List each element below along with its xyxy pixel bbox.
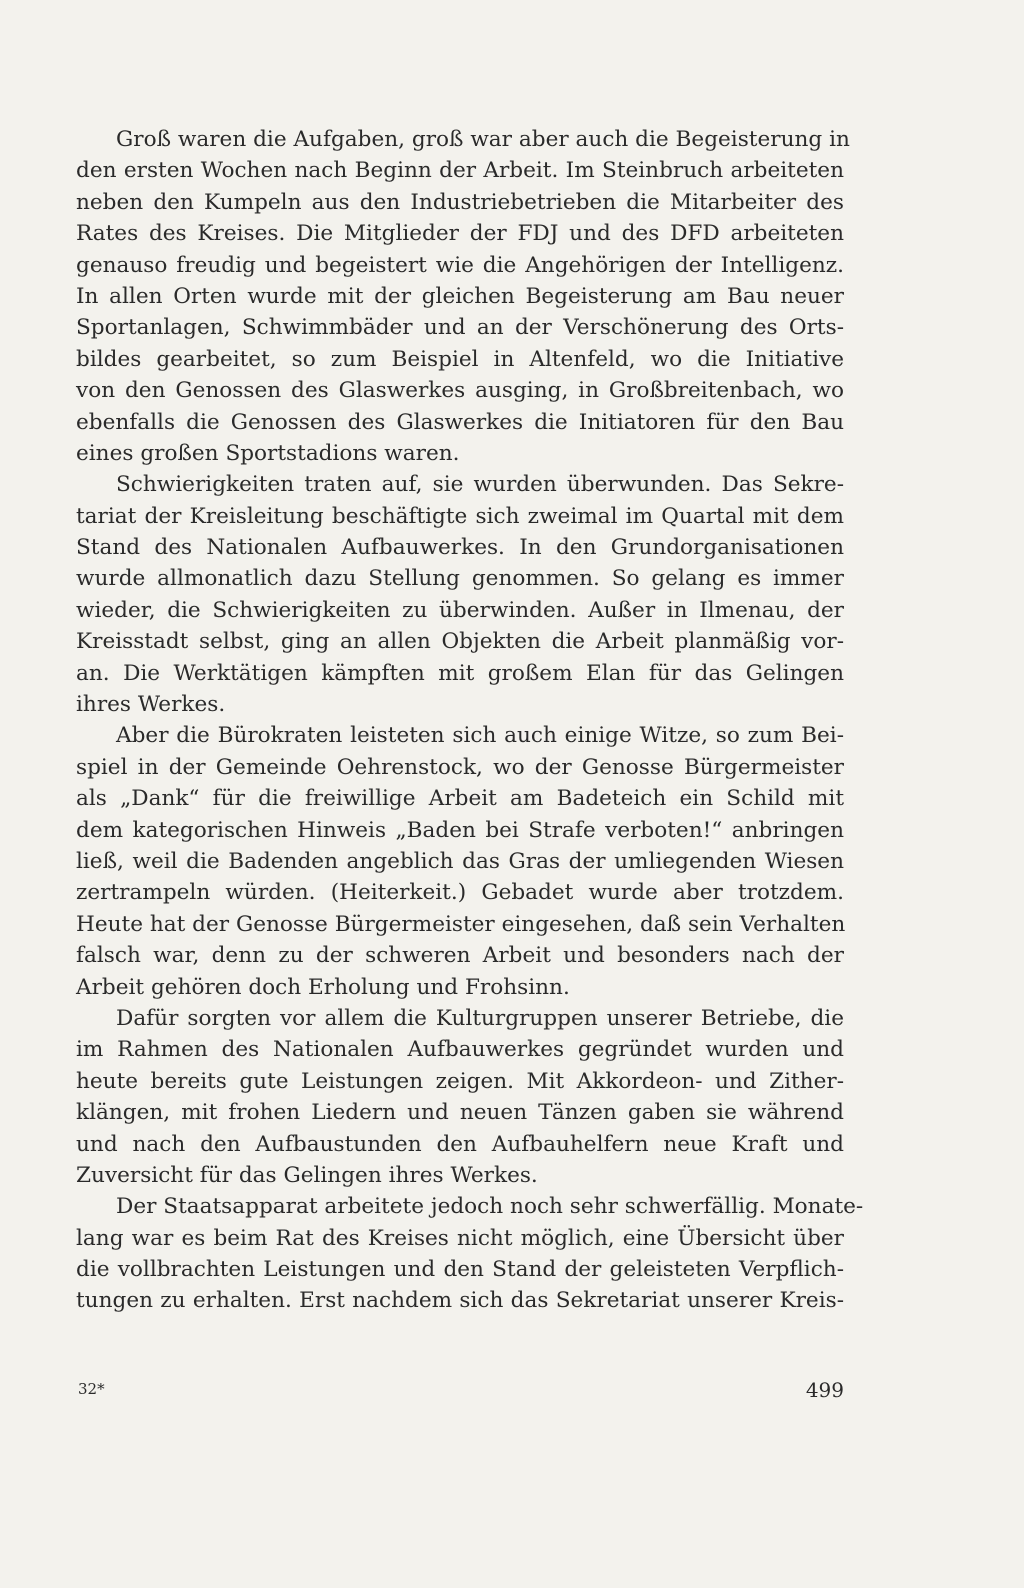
text-line: neben den Kumpeln aus den Industriebetrieben die Mitarbeiter des [76,189,844,215]
text-line: spiel in der Gemeinde Oehrenstock, wo der Genosse Bürgermeister [76,754,844,780]
text-line: Rates des Kreises. Die Mitglieder der FDJ und des DFD arbeiteten [76,221,844,247]
text-line: Zuversicht für das Gelingen ihres Werkes. [76,1162,538,1188]
text-line: Der Staatsapparat arbeitete jedoch noch sehr schwerfällig. Monate- [116,1194,864,1220]
text-line: von den Genossen des Glaswerkes ausging, in Großbreitenbach, wo [76,378,844,404]
text-line: Sportanlagen, Schwimmbäder und an der Verschönerung des Orts- [76,315,844,341]
text-line: den ersten Wochen nach Beginn der Arbeit. Im Steinbruch arbeiteten [76,158,844,184]
text-line: Groß waren die Aufgaben, groß war aber auch die Begeisterung in [116,127,850,152]
text-line: wurde allmonatlich dazu Stellung genommen. So gelang es immer [76,566,844,592]
text-line: im Rahmen des Nationalen Aufbauwerkes gegründet wurden und [76,1037,844,1063]
text-line: genauso freudig und begeistert wie die Angehörigen der Intelligenz. [76,252,844,278]
text-line: dem kategorischen Hinweis „Baden bei Strafe verboten!“ anbringen [76,817,844,843]
signature-mark: 32* [78,1380,105,1398]
text-line: Aber die Bürokraten leisteten sich auch einige Witze, so zum Bei- [116,723,844,749]
paragraph [76,124,850,469]
text-line: als „Dank“ für die freiwillige Arbeit am Badeteich ein Schild mit [76,786,844,812]
text-line: In allen Orten wurde mit der gleichen Begeisterung am Bau neuer [76,283,844,309]
text-line: Heute hat der Genosse Bürgermeister eingesehen, daß sein Verhalten [76,911,846,937]
text-line: Dafür sorgten vor allem die Kulturgruppen unserer Betriebe, die [116,1005,844,1031]
paragraph [76,1191,864,1317]
text-line: lang war es beim Rat des Kreises nicht möglich, eine Übersicht über [76,1225,844,1251]
text-line: und nach den Aufbaustunden den Aufbauhelfern neue Kraft und [76,1131,844,1157]
body-text [76,124,864,1317]
text-line: tungen zu erhalten. Erst nachdem sich das Sekretariat unserer Kreis- [76,1288,844,1314]
text-line: zertrampeln würden. (Heiterkeit.) Gebadet wurde aber trotzdem. [76,880,844,906]
text-line: wieder, die Schwierigkeiten zu überwinden. Außer in Ilmenau, der [76,597,844,623]
text-line: Kreisstadt selbst, ging an allen Objekten die Arbeit planmäßig vor- [76,629,844,655]
page-number: 499 [805,1378,844,1402]
text-line: Schwierigkeiten traten auf, sie wurden überwunden. Das Sekre- [116,472,844,498]
paragraph [76,1003,844,1191]
text-line: Stand des Nationalen Aufbauwerkes. In den Grundorganisationen [76,535,844,561]
paragraph [76,469,844,720]
text-line: ebenfalls die Genossen des Glaswerkes die Initiatoren für den Bau [76,409,844,435]
text-line: eines großen Sportstadions waren. [76,440,460,466]
text-line: ihres Werkes. [76,692,226,718]
text-line: klängen, mit frohen Liedern und neuen Tänzen gaben sie während [76,1100,844,1126]
paragraph [76,720,844,1003]
text-line: tariat der Kreisleitung beschäftigte sich zweimal im Quartal mit dem [76,503,844,529]
text-line: heute bereits gute Leistungen zeigen. Mit Akkordeon- und Zither- [76,1068,844,1094]
text-line: falsch war, denn zu der schweren Arbeit und besonders nach der [76,943,844,969]
text-line: die vollbrachten Leistungen und den Stand der geleisteten Verpflich- [76,1257,844,1283]
text-line: Arbeit gehören doch Erholung und Frohsinn. [76,974,570,1000]
text-line: an. Die Werktätigen kämpften mit großem Elan für das Gelingen [76,660,844,686]
text-line: bildes gearbeitet, so zum Beispiel in Altenfeld, wo die Initiative [76,346,844,372]
text-line: ließ, weil die Badenden angeblich das Gras der umliegenden Wiesen [76,848,844,874]
